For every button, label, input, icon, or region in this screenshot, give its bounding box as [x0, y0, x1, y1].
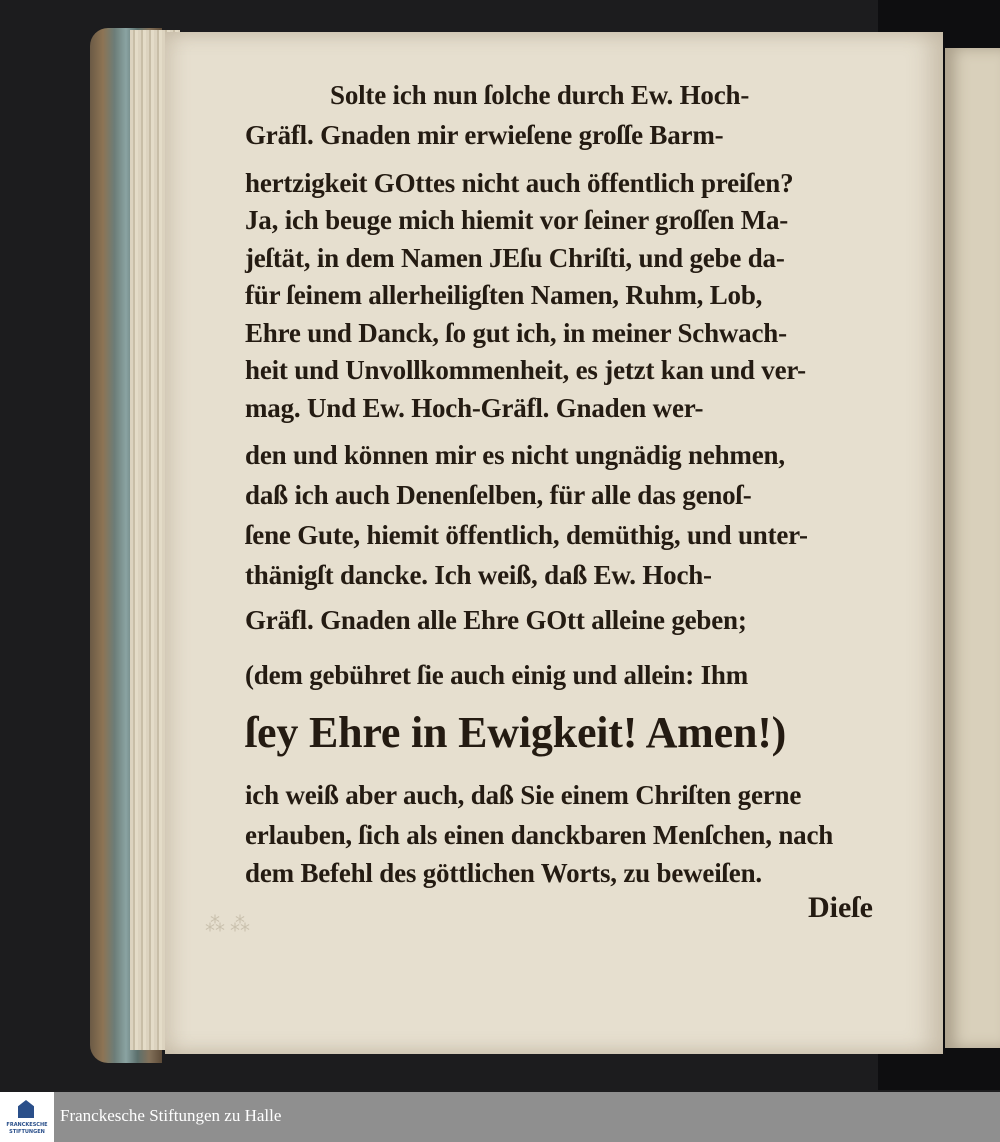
text-line: thänigſt dancke. Ich weiß, daß Ew. Hoch- [245, 560, 712, 590]
text-line: heit und Unvollkommenheit, es jetzt kan und ver- [245, 355, 806, 385]
text-line: ſey Ehre in Ewigkeit! Amen!) [245, 708, 787, 757]
text-line: dem Befehl des göttlichen Worts, zu beweiſen. [245, 858, 762, 888]
footer-bar [0, 1092, 1000, 1142]
text-line: daß ich auch Denenſelben, für alle das genoſ- [245, 480, 752, 510]
text-line: den und können mir es nicht ungnädig nehmen, [245, 440, 785, 470]
logo-text: FRANCKESCHE STIFTUNGEN [6, 1122, 48, 1135]
institution-name[interactable]: Franckesche Stiftungen zu Halle [60, 1106, 282, 1125]
building-icon [18, 1100, 34, 1118]
text-line: hertzigkeit GOttes nicht auch öffentlich preiſen? [245, 168, 794, 198]
text-line: Ja, ich beuge mich hiemit vor ſeiner groſſen Ma- [245, 205, 789, 235]
text-line: ſene Gute, hiemit öffentlich, demüthig, und unter- [245, 520, 808, 550]
text-line: Gräfl. Gnaden mir erwieſene groſſe Barm- [245, 120, 724, 150]
text-line: erlauben, ſich als einen danckbaren Menſchen, nach [245, 820, 834, 850]
facing-page-edge [945, 48, 1000, 1048]
institution-logo[interactable] [0, 1092, 54, 1142]
text-line: (dem gebühret ſie auch einig und allein: Ihm [245, 660, 749, 690]
text-line: Ehre und Danck, ſo gut ich, in meiner Schwach- [245, 318, 787, 348]
text-line: mag. Und Ew. Hoch-Gräfl. Gnaden wer- [245, 393, 704, 423]
catchword: Dieſe [808, 891, 873, 924]
text-line: Gräfl. Gnaden alle Ehre GOtt alleine geben; [245, 605, 747, 635]
bleed-through-shadow: ⁂ ⁂ [205, 914, 250, 936]
text-line: jeſtät, in dem Namen JEſu Chriſti, und gebe da- [245, 243, 785, 273]
text-line: ich weiß aber auch, daß Sie einem Chriſten gerne [245, 780, 802, 810]
text-line: Solte ich nun ſolche durch Ew. Hoch- [330, 80, 750, 110]
text-line: für ſeinem allerheiligſten Namen, Ruhm, Lob, [245, 280, 763, 310]
